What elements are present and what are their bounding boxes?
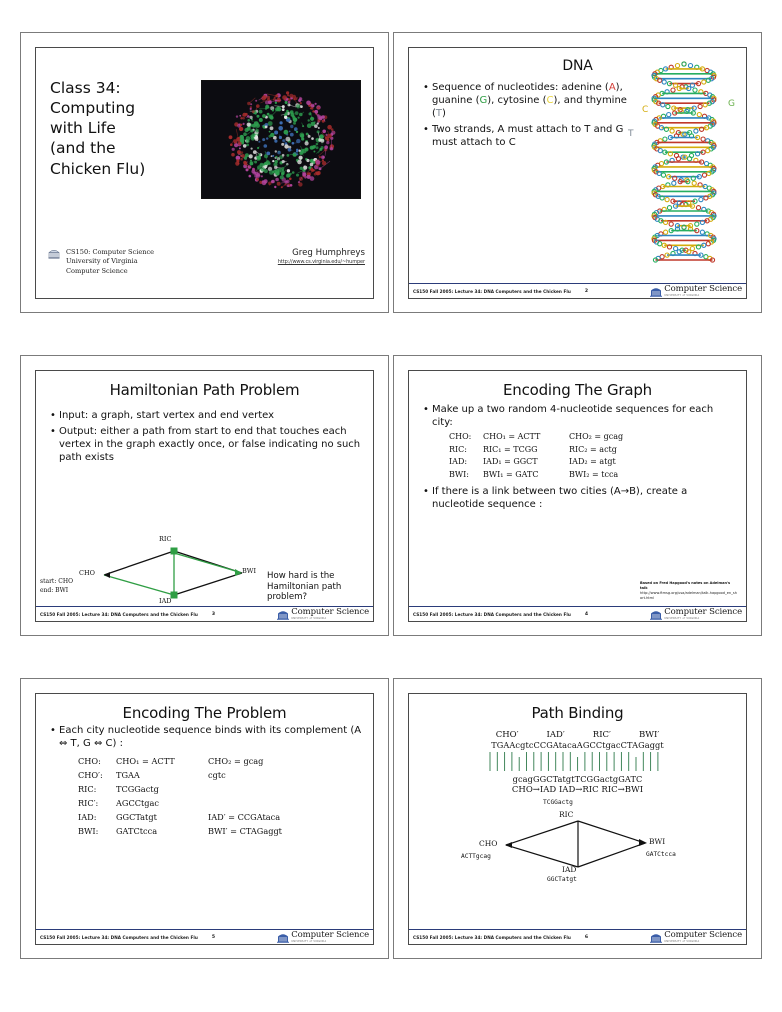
slide-3-bullets (50, 409, 363, 464)
table-cell: CHO: (449, 432, 472, 441)
node-seq-bwi: GATCtcca (646, 851, 676, 858)
strand-label: CHO′ (495, 730, 519, 740)
slide-4-footer (409, 606, 746, 621)
bullet-segment: ), cytosine ( (487, 95, 547, 106)
bullet-dot (423, 485, 432, 511)
table-cell: BWI: (78, 826, 99, 836)
dna-double-helix-image (622, 58, 744, 268)
slide-5-bullet (50, 724, 363, 750)
slide-3-title: Hamiltonian Path Problem (109, 381, 300, 399)
node-label-cho: CHO (479, 839, 498, 848)
table-cell: GATCtcca (116, 826, 158, 836)
cs-logo-main: Computer Science (664, 930, 742, 941)
slide-4-title: Encoding The Graph (503, 381, 652, 399)
cs-logo-text (664, 931, 742, 943)
slide-1-title (50, 78, 145, 179)
bullet-text (432, 123, 641, 149)
bullet-segment: G (479, 95, 488, 106)
slide-3-footer (36, 606, 373, 621)
top-strand-sequence: TGAAcgtcCCGAtacaAGCCtgacCTAGaggt (491, 740, 664, 750)
bullet-segment: Two strands, A must attach to T and G must attach to C (432, 124, 624, 148)
slide-5-title: Encoding The Problem (122, 704, 287, 722)
table-cell: RIC₂ = actg (569, 444, 617, 454)
bullet-item (423, 403, 736, 429)
strand-label: RIC′ (592, 730, 611, 740)
bullet-segment: ), guanine ( (432, 82, 623, 106)
strand-label: BWI′ (639, 730, 660, 740)
slide-cell-5 (20, 678, 389, 959)
cs-logo-main: Computer Science (664, 607, 742, 618)
table-row (449, 457, 746, 466)
author-name: Greg Humphreys (292, 247, 365, 258)
bullet-dot (423, 403, 432, 429)
helix-label: C (642, 105, 649, 115)
slide-cell-6 (393, 678, 762, 959)
slide-5[interactable] (35, 693, 374, 945)
footer-text: CS150 Fall 2005: Lecture 34: DNA Computers and the Chicken Flu (40, 934, 198, 940)
rotunda-icon (277, 932, 289, 943)
slide-2-title: DNA (562, 58, 593, 74)
attribution-text: Based on Fred Hapgood's notes on Adelman's talk (640, 580, 731, 590)
bullet-item (423, 123, 641, 149)
bullet-item (50, 425, 363, 464)
title-line: Computing (50, 99, 136, 118)
slide-1[interactable] (35, 47, 374, 299)
slide-2[interactable] (408, 47, 747, 299)
cs-logo (277, 608, 373, 620)
table-cell: GGCTatgt (116, 812, 157, 822)
slide-1-footer (48, 248, 365, 276)
cs-logo-main: Computer Science (664, 284, 742, 295)
table-row (78, 798, 373, 808)
rotunda-icon (650, 932, 662, 943)
page-number: 6 (584, 934, 589, 940)
cs-logo-text (291, 931, 369, 943)
problem-table (78, 756, 373, 836)
question-text: How hard is the Hamiltonian path problem? (267, 570, 342, 603)
table-cell: IAD₁ = GGCT (483, 457, 538, 466)
slide-cell-1 (20, 32, 389, 313)
course-line: University of Virginia (66, 257, 138, 266)
footer-text: CS150 Fall 2005: Lecture 34: DNA Computers and the Chicken Flu (40, 611, 198, 617)
bullet-text: Make up a two random 4-nucleotide sequences for each city: (432, 404, 714, 428)
slide-4-bullet-2 (423, 485, 736, 511)
bullet-dot (50, 409, 59, 422)
node-label-bwi: BWI (649, 837, 666, 846)
helix-label: G (728, 99, 735, 109)
table-cell: BWI′ = CTAGaggt (208, 826, 282, 836)
table-cell: BWI₁ = GATC (483, 469, 539, 479)
table-cell: RIC: (78, 784, 97, 794)
slide-4-bullet-1 (423, 403, 736, 429)
cs-logo (277, 931, 373, 943)
node-label-iad: IAD (159, 597, 172, 605)
slide-4[interactable] (408, 370, 747, 622)
table-cell: BWI₂ = tcca (569, 469, 619, 479)
rotunda-icon (650, 609, 662, 620)
rotunda-icon (650, 286, 662, 297)
page-number: 3 (211, 611, 216, 617)
bullet-segment: ), and thymine ( (432, 95, 627, 119)
rotunda-icon (48, 248, 60, 259)
table-cell: BWI: (449, 469, 469, 479)
bullet-text: Output: either a path from start to end that touches each vertex in the graph exactly once, or false indicating no such path exists (59, 426, 361, 463)
table-row (449, 432, 746, 441)
slide-grid (20, 32, 762, 959)
slide-3[interactable] (35, 370, 374, 622)
table-cell: IAD: (449, 457, 468, 466)
table-row (78, 784, 373, 794)
bullet-item (50, 724, 363, 750)
node-seq-cho: ACTTgcag (461, 853, 491, 860)
table-cell: CHO₁ = ACTT (483, 432, 541, 441)
footer-text: CS150 Fall 2005: Lecture 34: DNA Computers and the Chicken Flu (413, 288, 571, 294)
table-cell: TGAA (116, 770, 140, 780)
bullet-text: Each city nucleotide sequence binds with its complement (A ⇔ T, G ⇔ C) : (59, 725, 362, 749)
node-label-bwi: BWI (242, 567, 257, 575)
table-row (78, 756, 373, 766)
cs-logo-text (664, 285, 742, 297)
helix-label: T (628, 129, 634, 139)
cs-logo-main: Computer Science (291, 607, 369, 618)
bullet-item (50, 409, 363, 422)
table-cell: CHO′: (78, 770, 103, 780)
footer-text: CS150 Fall 2005: Lecture 34: DNA Computers and the Chicken Flu (413, 611, 571, 617)
table-row (78, 826, 373, 836)
page-number: 2 (584, 288, 589, 294)
start-label: start: CHO (40, 578, 74, 585)
path-mapping: CHO→IAD IAD→RIC RIC→BWI (511, 785, 644, 795)
node-label-cho: CHO (79, 569, 95, 577)
table-cell: CHO₁ = ACTT (116, 756, 175, 766)
table-cell: RIC₁ = TCGG (483, 444, 538, 454)
slide-6-footer (409, 929, 746, 944)
title-line: Chicken Flu) (50, 159, 146, 178)
graph-svg (409, 799, 747, 885)
slide-6[interactable] (408, 693, 747, 945)
rotunda-icon (277, 609, 289, 620)
path-binding-graph (409, 799, 746, 885)
title-line: with Life (50, 119, 116, 138)
slide-cell-4 (393, 355, 762, 636)
cs-logo (650, 608, 746, 620)
cs-logo-main: Computer Science (291, 930, 369, 941)
attribution-url[interactable]: http://www.ftmsg.org/usa/adelman/talk-hapgood_en_short.html (640, 590, 737, 600)
table-cell: RIC: (449, 444, 467, 454)
course-lines (66, 248, 154, 276)
bullet-segment: T (435, 108, 443, 119)
page-number: 4 (584, 611, 589, 617)
strand-label: IAD′ (546, 730, 565, 740)
table-cell: IAD: (78, 812, 97, 822)
bottom-strand-sequence: gcagGGCTatgtTCGGactgGATC (512, 774, 643, 784)
table-cell: CHO₂ = gcag (208, 756, 264, 766)
bullet-dot (423, 123, 432, 149)
hydrogen-bonds (485, 751, 670, 773)
author-block (278, 248, 365, 265)
author-url-link[interactable]: http://www.cs.virginia.edu/~humper (277, 258, 365, 265)
bullet-segment: Sequence of nucleotides: adenine ( (432, 82, 609, 93)
table-cell: AGCCtgac (116, 798, 159, 808)
bullet-segment: A (608, 82, 616, 93)
bullet-dot (423, 81, 432, 120)
cs-logo-text (664, 608, 742, 620)
table-row (78, 770, 373, 780)
footer-text: CS150 Fall 2005: Lecture 34: DNA Computers and the Chicken Flu (413, 934, 571, 940)
cs-logo-sub: UNIVERSITY of VIRGINIA (664, 293, 700, 297)
strand-labels (409, 730, 746, 740)
cs-logo (650, 931, 746, 943)
bullet-text: If there is a link between two cities (A→B), create a nucleotide sequence : (432, 485, 688, 510)
table-cell: cgtc (208, 770, 226, 780)
cs-logo (650, 285, 746, 297)
slide-2-bullets (423, 81, 641, 149)
table-row (449, 445, 746, 454)
table-cell: TCGGactg (116, 784, 159, 794)
node-seq-iad: GGCTatgt (547, 876, 577, 883)
node-label-iad: IAD (562, 865, 577, 874)
table-cell: IAD₂ = atgt (569, 457, 616, 466)
table-row (78, 812, 373, 822)
course-info (48, 248, 154, 276)
cs-logo-sub: UNIVERSITY of VIRGINIA (291, 939, 327, 943)
slide-5-footer (36, 929, 373, 944)
cs-logo-text (291, 608, 369, 620)
bullet-segment: C (546, 95, 554, 106)
bullet-text (432, 81, 641, 120)
page-number: 5 (211, 934, 216, 940)
bullet-item (423, 81, 641, 120)
node-label-ric: RIC (159, 535, 172, 543)
table-cell: RIC′: (78, 798, 99, 808)
bullet-text: Input: a graph, start vertex and end vertex (59, 410, 275, 421)
bullet-dot (50, 724, 59, 750)
table-cell: IAD′ = CCGAtaca (208, 812, 281, 822)
cs-logo-sub: UNIVERSITY of VIRGINIA (664, 939, 700, 943)
bullet-segment: ) (442, 108, 446, 119)
node-seq-ric: TCGGactg (543, 799, 573, 806)
slide-cell-2 (393, 32, 762, 313)
table-row (449, 470, 746, 479)
cs-logo-sub: UNIVERSITY of VIRGINIA (291, 616, 327, 620)
end-label: end: BWI (40, 587, 69, 594)
slide-2-footer (409, 283, 746, 298)
virus-molecule-image (201, 80, 361, 199)
table-cell: CHO₂ = gcag (569, 432, 624, 441)
slide-6-title: Path Binding (531, 704, 624, 722)
table-cell: CHO: (78, 756, 101, 766)
course-line: Computer Science (66, 266, 128, 275)
course-line: CS150: Computer Science (66, 247, 155, 256)
attribution-block (640, 581, 738, 601)
cs-logo-sub: UNIVERSITY of VIRGINIA (664, 616, 700, 620)
bullet-dot (50, 425, 59, 464)
title-line: Class 34: (50, 79, 121, 97)
node-label-ric: RIC (559, 810, 574, 819)
title-line: (and the (50, 139, 116, 158)
slide-cell-3 (20, 355, 389, 636)
encoding-table (449, 432, 746, 479)
bullet-item (423, 485, 736, 511)
